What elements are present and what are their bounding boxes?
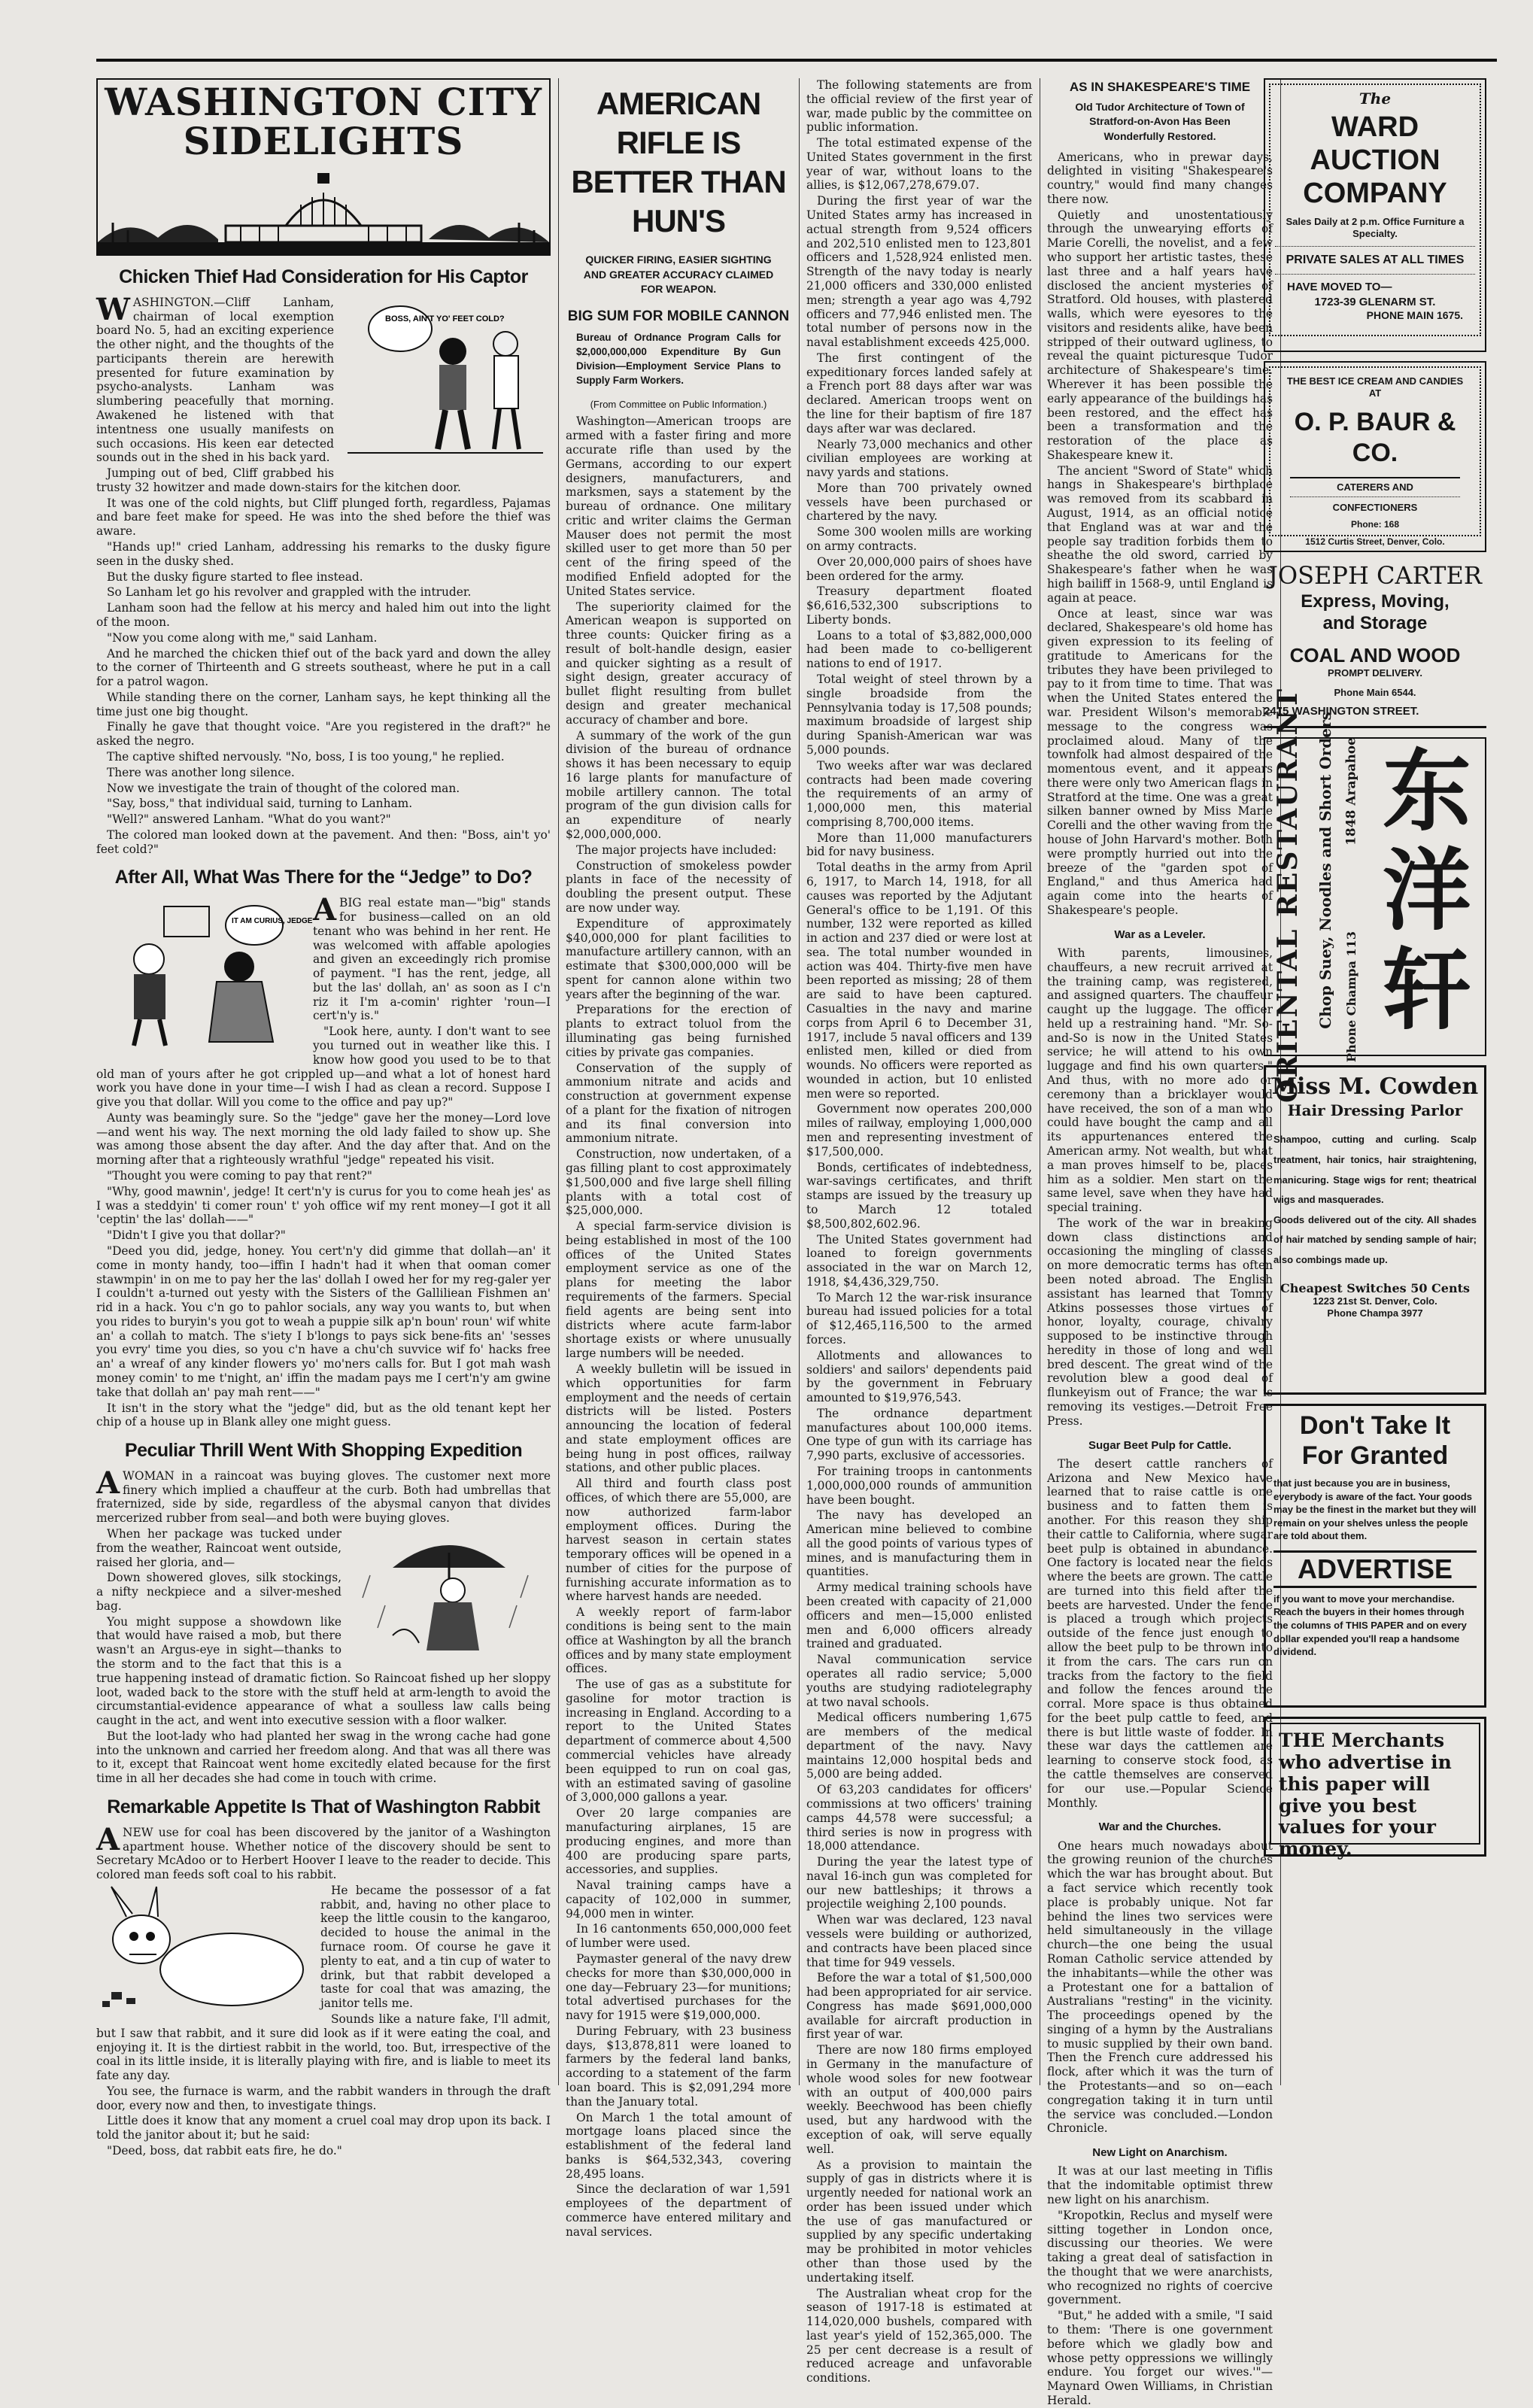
paragraph: It was one of the cold nights, but Cliff plunged forth, regardless, Pajamas and bare feet make for speed. He was into the shed before the thief was aware. — [96, 496, 551, 539]
column-3 — [806, 78, 1032, 2385]
paragraph: He became the possessor of a fat rabbit, and, having no other place to keep the little cousin to the kangaroo, decided to house the animal in the furnace room. Of course he gave it plenty to eat, and a tin cup of water to drink, but that rabbit developed a taste for coal that was amazing, the janitor tells me. — [320, 1883, 551, 2011]
paragraph: "Hands up!" cried Lanham, addressing his remarks to the dusky figure seen in the dusky shed. — [96, 540, 551, 568]
ad-line: if you want to move your merchandise. Reach the buyers in their homes through the columns of THIS PAPER and on every dollar expended you'll reap a handsome dividend. — [1273, 1593, 1467, 1658]
paragraph: For training troops in cantonments 1,000,000,000 rounds of ammunition have been bought. — [806, 1465, 1032, 1507]
paragraph: A weekly report of farm-labor conditions is being sent to the main office at Washington by all the branch offices and by many state employment offices. — [566, 1605, 791, 1676]
ad-dont-take-it-for-granted — [1264, 1404, 1486, 1708]
paragraph: During the first year of war the United States army has increased in actual strength from 9,524 officers and 202,510 enlisted men to 123,801 officers and 1,528,924 enlisted men. Strength of the navy today is nearly 21,000 officers and 330,000 enlisted men; strength a year ago was 4,792 officers and 77,946 enlisted men. The total number of persons now in the naval establishment exceeds 425,000. — [806, 194, 1032, 350]
paragraph: The following statements are from the official review of the first year of war, made public by the committee on public information. — [806, 78, 1032, 135]
paragraph: "Now you come along with me," said Lanham. — [107, 630, 378, 645]
newspaper-page — [96, 59, 1497, 2407]
paragraph: It was at our last meeting in Tiflis that the indomitable optimist threw new light on his anarchism. — [1047, 2164, 1273, 2206]
paragraph: Naval communication service operates all radio service; 5,000 youths are studying radiotelegraphy at two naval schools. — [806, 1653, 1032, 1709]
ad-name: JOSEPH CARTER — [1268, 561, 1482, 590]
paragraph: When war was declared, 123 naval vessels were building or authorized, and contracts have been placed since that time for 949 vessels. — [806, 1913, 1032, 1969]
ad-line: THE Merchants who advertise in this paper will give you best values for your money. — [1279, 1729, 1452, 1860]
paragraph: "Didn't I give you that dollar?" — [107, 1228, 286, 1243]
ad-miss-cowden — [1264, 1065, 1486, 1395]
paragraph: Construction of smokeless powder plants in face of the necessity of doubling the present output. These are now under way. — [566, 858, 791, 915]
drop-cap: A — [96, 1465, 120, 1501]
article-title: AS IN SHAKESPEARE'S TIME — [1069, 80, 1251, 94]
paragraph: "Deed you did, jedge, honey. You cert'n'y did gimme that dollah—an' it come in monty handy, too—iffin I hadn't had it when that ooman comer stawmpin' in on me to pay her the las' dollah I owed her for my reg-galer yer I couldn't a-turned out yesty with the Sisters of the Galliliean Fishmen an' rid in a hack. You c'n go to pahlor socials, any way you wants to, but when you rides to buryin's you got to weah a puppie silk ap'n boun' roun' wif white an' a collah to match. The s'iety I b'longs to pays sick bene-fits an' 'sesses you evry' time you dies, so you c'n have a chu'ch suvvice wif fo' hacks free an' a wreaf of any kinder flowers yo' mo'ners calls for. But I got mah wash money comin' to me t'night, an' iffin the madam pays me I cert'n'y am gwine take that dollah an' pay mah rent——" — [96, 1243, 551, 1399]
paragraph: Since the declaration of war 1,591 employees of the department of commerce have entered military and naval services. — [566, 2182, 791, 2239]
paragraph: A special farm-service division is being established in most of the 100 offices of the United States employment service as one of the plans for meeting the labor requirements of the farmers. Special field agents are being sent into districts where acute farm-labor shortage exists or where unusually large numbers will be needed. — [566, 1219, 791, 1361]
rabbit-illustration — [96, 1887, 314, 2018]
article-lead: ASHINGTON.—Cliff Lanham, chairman of local exemption board No. 5, had an exciting experience the other night, and the thoughts of the participants therein are herewith presented for future examination by psycho-analysts. Lanham was slumbering peacefully that morning. Awakened he listened with that intentness one usually manifests on such occasions. His keen ear detected sounds out in the shed in his back yard. — [96, 295, 334, 465]
headline — [566, 84, 791, 241]
ad-line: PRIVATE SALES AT ALL TIMES — [1286, 254, 1465, 267]
paragraph: Finally he gave that thought voice. "Are you registered in the draft?" he asked the negro. — [96, 720, 551, 749]
paragraph: You see, the furnace is warm, and the rabbit wanders in through the draft door, every now and then, to investigate things. — [96, 2084, 551, 2112]
paragraph: "Thought you were coming to pay that rent?" — [107, 1169, 372, 1183]
paragraph: Allotments and allowances to soldiers' and sailors' dependents paid by the government in February amounted to $19,976,543. — [806, 1348, 1032, 1405]
ad-heading: ADVERTISE — [1273, 1550, 1477, 1588]
paragraph: Nearly 73,000 mechanics and other civilian employees are working at navy yards and stations. — [806, 437, 1032, 480]
paragraph: Over 20 large companies are manufacturing airplanes, 15 are producing engines, and more than 400 are producing spare parts, accessories, and supplies. — [566, 1806, 791, 1877]
paragraph: "Deed, boss, dat rabbit eats fire, he do." — [107, 2143, 342, 2157]
paragraph: With parents, limousines, chauffeurs, a new recruit arrived at the training camp, was registered, and assigned quarters. The chauffeur caught up the luggage. The officer held up a restraining hand. "Mr. So-and-So is now in the United States service; he will attend to his own luggage and find his own quarters." And thus, with no more ado or ceremony than a bricklayer would have received, the son of a man who could have bought the camp and all its appurtenances entered the American army. Not wealth, but what a man proves himself to be, places him as a soldier. Men start on the same level, save when they have had special training. — [1047, 946, 1273, 1215]
ad-line: HAVE MOVED TO— — [1287, 280, 1392, 293]
ad-line: Phone Champa 113 — [1344, 931, 1359, 1063]
article-title: Remarkable Appetite Is That of Washington Rabbit — [107, 1796, 540, 1818]
article-deck: Old Tudor Architecture of Town of Stratford-on-Avon Has Been Wonderfully Restored. — [1075, 100, 1245, 142]
paragraph: More than 11,000 manufacturers bid for navy business. — [806, 831, 1032, 859]
paragraph: Down showered gloves, silk stockings, a nifty neckpiece and a silver-meshed bag. — [96, 1571, 342, 1613]
ad-line: THE BEST ICE CREAM AND CANDIES AT — [1286, 375, 1464, 399]
ad-line: Cheapest Switches 50 Cents — [1280, 1280, 1470, 1295]
paragraph: "Kropotkin, Reclus and myself were sitting together in London once, discussing our theories. We were taking a great deal of satisfaction in the thought that we were anarchists, who recognized no rights of coercive government. — [1047, 2208, 1273, 2307]
ad-line: Express, Moving, — [1301, 591, 1450, 612]
paragraph: There are now 180 firms employed in Germany in the manufacture of whole wood soles for new footwear with an output of 400,000 pairs weekly. Beechwood has been chiefly used, but any hardwood with the exception of oak, will serve equally well. — [806, 2043, 1032, 2156]
ad-line: Phone Main 6544. — [1334, 687, 1416, 699]
paragraph: Over 20,000,000 pairs of shoes have been ordered for the army. — [806, 554, 1032, 583]
column-4 — [1047, 78, 1273, 2407]
paragraph: More than 700 privately owned vessels have been purchased or chartered by the navy. — [806, 481, 1032, 524]
ad-line: CATERERS AND — [1290, 477, 1460, 497]
deck-3: Bureau of Ordnance Program Calls for $2,000,000,000 Expenditure By Gun Division—Employment Service Plans to Supply Farm Workers. — [576, 331, 781, 386]
ad-line: 1848 Arapahoe — [1343, 737, 1359, 846]
ad-line: Sales Daily at 2 p.m. Office Furniture a Specialty. — [1286, 216, 1465, 240]
paragraph: Two weeks after war was declared contracts had been made covering the requirements of an army of 1,000,000 men, this material comprising 8,700,000 items. — [806, 758, 1032, 829]
paragraph: The major projects have included: — [576, 843, 777, 857]
section-title: New Light on Anarchism. — [1092, 2146, 1228, 2160]
deck-2: BIG SUM FOR MOBILE CANNON — [567, 308, 790, 324]
article-title: Peculiar Thrill Went With Shopping Expedition — [124, 1440, 523, 1462]
ad-line: PROMPT DELIVERY. — [1328, 667, 1422, 679]
ad-line: CONFECTIONERS — [1332, 501, 1418, 513]
paragraph: Little does it know that any moment a cruel coal may drop upon its back. I told the janitor about it; but he said: — [96, 2114, 551, 2142]
paragraph: The first contingent of the expeditionary forces landed safely at a French port 88 days after war was declared. American troops went on the line for their baptism of fire 187 days after war was declared. — [806, 351, 1032, 436]
paragraph: Once at least, since war was declared, Shakespeare's old home has given expression to its feeling of gratitude to Americans for the tributes they have been privileged to pay to it from time to time. That was when the United States entered the war. President Wilson's memorable message to the congress was proclaimed aloud. Many of the townfolk had almost despaired of the momentous event, and it appears there were only two American flags in Stratford at the time. One was a great silken banner owned by Miss Marie Corelli and the other waving from the house of John Harvard's mother. Both were promptly hurried out into the breeze of the "garden spot of England," and thus America had again come into the hearts of Shakespeare's people. — [1047, 606, 1273, 917]
ad-name: O. P. BAUR & CO. — [1294, 407, 1456, 468]
section-title: War and the Churches. — [1098, 1820, 1222, 1834]
paragraph: Paymaster general of the navy drew checks for more than $30,000,000 in one day—February 23—for munitions; total advertised purchases for the navy for 1915 were $19,000,000. — [566, 1951, 791, 2023]
ad-line: Phone: 168 — [1350, 519, 1400, 530]
paragraph: To March 12 the war-risk insurance bureau had issued policies for a total of $12,465,116,500 to the armed forces. — [806, 1290, 1032, 1347]
paragraph: Of 63,203 candidates for officers' commissions at two officers' training camps 44,578 were successful; a third series is now in progress with 18,000 attendance. — [806, 1783, 1032, 1854]
paragraph: So Lanham let go his revolver and grappled with the intruder. — [107, 585, 472, 600]
paragraph: Some 300 woolen mills are working on army contracts. — [806, 525, 1032, 553]
paragraph: Jumping out of bed, Cliff grabbed his trusty 32 howitzer and made down-stairs for the kitchen door. — [96, 466, 461, 494]
paragraph: Treasury department floated $6,616,532,300 subscriptions to Liberty bonds. — [806, 585, 1032, 627]
paragraph: The work of the war in breaking down class distinctions and occasioning the mingling of classes on more democratic terms has often been noted abroad. The English assistant has learned that Tommy Atkins possesses those virtues of honor, loyalty, courage, chivalry supposed to be instinctive through heredity in those of long and well bred descent. The great wind of the revolution blew a good deal of flunkeyism out of France; the war is removing its vestiges.—Detroit Free Press. — [1047, 1216, 1273, 1428]
paragraph: Government now operates 200,000 miles of railway, employing 1,000,000 men and representing investment of $17,500,000. — [806, 1102, 1032, 1158]
paragraph: The navy has developed an American mine believed to combine all the good points of various types of mines, and is manufacturing them in quantities. — [806, 1508, 1032, 1579]
paragraph: You might suppose a showdown like that would have raised a mob, but there wasn't an Argus-eye in sight—thanks to the storm and to the fact that this is a true happening instead of dramatic fiction. So Raincoat fished up her sloppy loot, waded back to the store with the stuff held at arm-length to avoid the circumstantial-evidence appearance of what a soulless law calls being caught in the act, and went into executive session with a floor walker. — [96, 1614, 551, 1728]
paragraph: The colored man looked down at the pavement. And then: "Boss, ain't yo' feet cold?" — [96, 827, 551, 856]
banner-line-2: SIDELIGHTS — [183, 119, 464, 163]
section-title: War as a Leveler. — [1114, 928, 1206, 941]
ad-line: 1223 21st St. Denver, Colo. — [1313, 1295, 1437, 1307]
paragraph: Lanham soon had the fellow at his mercy and haled him out into the light of the moon. — [96, 601, 551, 629]
drop-cap: A — [313, 892, 337, 928]
paragraph: Naval training camps have a capacity of 102,000 in summer, 94,000 men in winter. — [566, 1878, 791, 1921]
paragraph: A weekly bulletin will be issued in which opportunities for farm employment and the needs of certain districts will be listed. Posters announcing the location of federal and state employment offices are being hung in post offices, railway stations, and other public places. — [566, 1362, 791, 1475]
ad-line: Shampoo, cutting and curling. Scalp treatment, hair tonics, hair straightening, manicuring. Stage wigs for rent; theatrical wigs and masquerades. — [1273, 1134, 1477, 1206]
paragraph: "Well?" answered Lanham. "What do you want?" — [107, 812, 391, 827]
paragraph: Quietly and unostentatiously through the unwearying efforts of Marie Corelli, the novelist, and a few who support her artistic tastes, these last three and a half years have disclosed the ancient mysteries of Stratford. Old houses, with plastered walls, which were eyesores to the visitors and residents alike, have been stripped of their outward ugliness, to reveal the quaint picturesque Tudor architecture of Shakespeare's time. Wherever it has been possible the early appearance of the buildings has been restored, and the effect has been a transformation and the restoration of the place as Shakespeare knew it. — [1047, 208, 1273, 462]
column-rule — [558, 78, 559, 2085]
paragraph: Now we investigate the train of thought of the colored man. — [107, 781, 460, 795]
paragraph: Americans, who in prewar days, delighted in visiting "Shakespeare's country," would find many changes there now. — [1047, 150, 1273, 206]
ad-line: and Storage — [1322, 613, 1428, 634]
paragraph: On March 1 the total amount of mortgage loans placed since the establishment of the federal land banks is $64,532,343, covering 28,495 loans. — [566, 2110, 791, 2181]
ad-name: ORIENTAL RESTAURANT — [1272, 688, 1304, 1104]
paragraph: The United States government had loaned to foreign governments associated in the war on March 12, 1918, $4,436,329,750. — [806, 1232, 1032, 1289]
paragraph: But the dusky figure started to flee instead. — [107, 569, 363, 584]
paragraph: There was another long silence. — [107, 765, 295, 779]
paragraph: In 16 cantonments 650,000,000 feet of lumber were used. — [566, 1922, 791, 1951]
banner-line-1: WASHINGTON CITY — [105, 80, 542, 124]
paragraph: Expenditure of approximately $40,000,000 for plant facilities to manufacture artillery cannon, with an estimate that $300,000,000 will be spent for cannon alone within two years after the beginning of the war. — [566, 916, 791, 1001]
ad-line: Phone Champa 3977 — [1327, 1307, 1423, 1319]
paragraph: Construction, now undertaken, of a gas filling plant to cost approximately $1,500,000 and five large shell filling plants with a total cost of $25,000,000. — [566, 1147, 791, 1218]
ad-merchants — [1264, 1717, 1486, 1860]
paragraph: Total weight of steel thrown by a single broadside from the Pennsylvania today is 17,508 pounds; maximum broadside of largest ship during Spanish-American war was 5,000 pounds. — [806, 673, 1032, 757]
section-title: Sugar Beet Pulp for Cattle. — [1088, 1438, 1232, 1452]
cartoon-balloon-text: IT AM CURIUS, JEDGE — [232, 917, 313, 926]
drop-cap: A — [96, 1821, 120, 1857]
article-lead: WOMAN in a raincoat was buying gloves. The customer next more finery which implied a chauffeur at the curb. Both had umbrellas that fraternized, side by side, regardless of the abysmal canyon that divides mercerized rubber from seal—and both were buying gloves. — [96, 1468, 551, 1526]
paragraph: Medical officers numbering 1,675 are members of the medical department of the navy. Navy maintains 12,000 hospital beds and 5,000 are being added. — [806, 1711, 1032, 1781]
byline: (From Committee on Public Information.) — [590, 398, 767, 410]
paragraph: "Look here, aunty. I don't want to see you turned out in weather like this. I know how good you used to be to that old man of yours after he got crippled up—and what a lot of honest hard work you have done in your time—I wish I had as clean a record. Suppose I give you that dollar. Will you come to the office and pay up?" — [96, 1025, 551, 1110]
ad-line: 2415 WASHINGTON STREET. — [1264, 705, 1419, 718]
paragraph: The total estimated expense of the United States government in the first year of war, without loans to the allies, is $12,067,278,679.07. — [806, 136, 1032, 193]
column-rule — [799, 78, 800, 2085]
chinese-char: 东 — [1382, 739, 1471, 844]
ad-line: 1723-39 GLENARM ST. — [1314, 295, 1436, 308]
ad-line: that just because you are in business, everybody is aware of the fact. Your goods may be the finest in the market but they will remain on your shelves unless the people are told about them. — [1273, 1477, 1477, 1542]
drop-cap: W — [96, 291, 130, 327]
paragraph: The Australian wheat crop for the season of 1917-18 is estimated at 114,020,000 bushels, compared with last year's yield of 152,365,000. The 25 per cent decrease is a result of reduced acreage and unfavorable conditions. — [806, 2286, 1032, 2385]
ad-line: Goods delivered out of the city. All shades of hair matched by sending sample of hair; also combings made up. — [1273, 1213, 1477, 1266]
paragraph: Loans to a total of $3,882,000,000 had been made to co-belligerent nations to end of 1917. — [806, 628, 1032, 671]
paragraph: It isn't in the story what the "jedge" did, but as the old tenant kept her chip of a house up in Blank alley one might guess. — [96, 1401, 551, 1429]
paragraph: "Why, good mawnin', jedge! It cert'n'y is curus for you to come heah jes' as I was a steddyin' ti comer roun' t' yoh office wif my rent money—I got it all 'ceptin' the las' dollah——" — [96, 1184, 551, 1227]
article-lead: NEW use for coal has been discovered by the janitor of a Washington apartment house. Whether notice of the discovery should be sent to Secretary McAdoo or to Herbert Hoover I leave to the reader to decide. This colored man feeds soft coal to his rabbit. — [96, 1825, 551, 1882]
washington-sidelights-banner — [96, 78, 551, 256]
cartoon-balloon-text: BOSS, AIN'T YO' FEET COLD? — [385, 314, 505, 323]
paragraph: The captive shifted nervously. "No, boss, I is too young," he replied. — [107, 749, 505, 764]
ad-line: 1512 Curtis Street, Denver, Colo. — [1305, 536, 1445, 547]
jedge-aunty-illustration — [96, 899, 313, 1053]
paragraph: Preparations for the erection of plants to extract toluol from the illuminating gas being furnished cities by private gas companies. — [566, 1003, 791, 1059]
paragraph: During February, with 23 business days, $13,878,811 were loaned to farmers by the federal land banks, according to a statement of the farm loan board. This is $2,091,294 more than the January total. — [566, 2024, 791, 2109]
paragraph: The use of gas as a substitute for gasoline for motor traction is increasing in England. According to a report to the United States department of commerce about 4,500 commercial vehicles have already been equipped to run on coal gas, with an estimated saving of gasoline of 3,000,000 gallons a year. — [566, 1678, 791, 1805]
paragraph: "Say, boss," that individual said, turning to Lanham. — [107, 797, 413, 811]
paragraph: Before the war a total of $1,500,000 had been appropriated for air service. Congress has made $691,000,000 available for aircraft production in first year of war. — [806, 1971, 1032, 2042]
paragraph: Washington—American troops are armed with a faster firing and more accurate rifle than used by the Germans, according to our expert designers, manufacturers, and marksmen, says a statement by the bureau of ordnance. One military critic and writer claims the German Mauser does not permit the most skilled user to get more than 50 per cent of the firing speed of the modified Enfield adopted for the United States service. — [566, 414, 791, 598]
umbrella-shopper-illustration — [348, 1530, 551, 1662]
capitol-dome-illustration — [98, 170, 549, 254]
headline-line-1: AMERICAN RIFLE IS — [596, 86, 761, 160]
ad-name: WARD AUCTION COMPANY — [1303, 111, 1447, 210]
paragraph: The ordnance department manufactures about 100,000 items. One type of gun with its carriage has 7,990 parts, exclusive of accessories. — [806, 1406, 1032, 1463]
paragraph: When her package was tucked under from the weather, Raincoat went outside, raised her gloria, and— — [96, 1526, 342, 1569]
paragraph: And he marched the chicken thief out of the back yard and down the alley to the corner of Thirteenth and G streets southeast, where he put in a call for a patrol wagon. — [96, 646, 551, 689]
chinese-char: 洋 — [1382, 839, 1471, 943]
paragraph: The desert cattle ranchers of Arizona and New Mexico have learned that to raise cattle is one business and to fatten them is another. For this reason they ship their cattle to California, where sugar beet pulp is obtained in abundance. One factory is located near the fields where the beets are grown. The cattle are turned into this field after the beets are harvested. Under the fence is placed a trough which projects outside of the fence just enough to allow the beet pulp to be thrown into it from the cars. The cars run on tracks from the factory to the field and follow the fences around the corral. More space is thus obtained for the beet pulp cattle to feed, and there is but little waste of fodder. In these war days the cattlemen are learning to conserve stock food, as the cattle themselves are conserved for our use.—Popular Science Monthly. — [1047, 1456, 1273, 1810]
ad-line: Chop Suey, Noodles and Short Orders — [1316, 712, 1334, 1029]
ad-line: PHONE MAIN 1675. — [1366, 309, 1463, 322]
deck-1: QUICKER FIRING, EASIER SIGHTING AND GREATER ACCURACY CLAIMED FOR WEAPON. — [583, 254, 774, 296]
article-title: Chicken Thief Had Consideration for His Captor — [119, 266, 528, 287]
column-1 — [96, 78, 551, 2157]
headline-line-2: BETTER THAN HUN'S — [571, 164, 786, 238]
ad-heading: For Granted — [1301, 1441, 1449, 1471]
paragraph: While standing there on the corner, Lanham says, he kept thinking all the time just one big thought. — [96, 690, 551, 718]
paragraph: Army medical training schools have been created with capacity of 21,000 officers and men—15,000 enlisted men and 6,000 officers already trained and graduated. — [806, 1581, 1032, 1651]
chicken-thief-illustration — [340, 299, 551, 468]
ad-line: COAL AND WOOD — [1289, 643, 1461, 667]
ad-the: The — [1358, 90, 1392, 108]
paragraph: As a provision to maintain the supply of gas in districts where it is urgently needed for national work an order has been issued under which the use of gas manufactured or supplied by any specific undertaking may be prohibited in motor vehicles other than those used by the undertaking itself. — [806, 2157, 1032, 2285]
chinese-char: 轩 — [1382, 938, 1471, 1043]
paragraph: One hears much nowadays about the growing reunion of the churches which the war has brought about. But a fact service which recently took place is probably unique. Not far behind the lines two services were held simultaneously in the village church—the one being the usual Roman Catholic service attended by the inhabitants—while the other was a Protestant one for a battalion of Australians "resting" in the vicinity. The proceedings opened by the singing of a hymn by the Australians to music supplied by their own band. Then the French cure addressed his flock, after which it was the turn of the Protestants—and so on—each congregation taking it in turn until the service was concluded.—London Chronicle. — [1047, 1839, 1273, 2136]
ad-op-baur — [1264, 361, 1486, 552]
ad-line: Hair Dressing Parlor — [1287, 1101, 1463, 1119]
article-lead: BIG real estate man—"big" stands for business—called on an old tenant who was behind in her rent. He was welcomed with affable apologies and given an exceedingly rich promise of payment. "I has the rent, jedge, all but the las' dollah, an' as soon as I c'n riz it I'm a-comin' righter 'roun—I cert'n'y is." — [313, 896, 551, 1023]
chinese-characters — [1371, 739, 1483, 1043]
paragraph: The superiority claimed for the American weapon is supported on three counts: Quicker firing as a result of bolt-handle design, easier and quicker sighting as a result of sight design, greater accuracy of bullet flight resulting from bullet design and greater mechanical accuracy of chamber and bore. — [566, 600, 791, 727]
paragraph: Total deaths in the army from April 6, 1917, to March 14, 1918, for all causes was reported by the Adjutant General's office to be 1,191. Of this number, 132 were reported as killed in action and 237 died or were lost at sea. The total number wounded in action was 404. Thirty-five men have been reported as missing; 28 of them are said to have been captured. Casualties in the navy and marine corps from April 6 to December 31, 1917, include 5 naval officers and 139 enlisted men, killed or died from wounds. No officers were reported as wounded in action, but 10 enlisted men were so reported. — [806, 861, 1032, 1101]
ad-ward-auction — [1264, 78, 1486, 352]
paragraph: Sounds like a nature fake, I'll admit, but I saw that rabbit, and it sure did look as if it were eating the coal, and enjoying it. It is the dirtiest rabbit in the world, too. But, irrespective of the coal in its little inside, it is literally playing with fire, and is liable to meet its fate any day. — [96, 2012, 551, 2083]
column-2 — [566, 78, 791, 2239]
paragraph: Conservation of the supply of ammonium nitrate and acids and construction at government expense of a plant for the fixation of nitrogen and its final conversion into ammonium nitrate. — [566, 1061, 791, 1146]
ad-heading: Don't Take It — [1299, 1411, 1451, 1441]
paragraph: During the year the latest type of naval 16-inch gun was completed for our new battleships; it throws a projectile weighing 2,100 pounds. — [806, 1855, 1032, 1912]
paragraph: A summary of the work of the gun division of the bureau of ordnance shows it has been necessary to equip 16 large plants for manufacture of mobile artillery cannon. The total program of the gun division calls for an expenditure of nearly $2,000,000,000. — [566, 728, 791, 842]
paragraph: Bonds, certificates of indebtedness, war-savings certificates, and thrift stamps are issued by the treasury up to March 12 totaled $8,500,802,602.96. — [806, 1160, 1032, 1231]
paragraph: "But," he added with a smile, "I said to them: 'There is one government before which we gladly bow and whose petty oppressions we willingly endure. You forget our wives.'"—Maynard Owen Williams, in Christian Herald. — [1047, 2309, 1273, 2407]
article-title: After All, What Was There for the “Jedge” to Do? — [114, 867, 533, 888]
paragraph: Aunty was beamingly sure. So the "jedge" gave her the money—Lord love—and went his way. The next morning the old lady failed to show up. She was among those absent the day after. And the day after that. And on the morning after that a righteously wrathful "jedge" repeated his visit. — [96, 1110, 551, 1168]
paragraph: But the loot-lady who had planted her swag in the wrong cache had gone into the unknown and carried her freedom along. And that was all there was to it, except that Raincoat went home excitedly elated because for the first time in all her decades she had come in touch with crime. — [96, 1729, 551, 1786]
ad-name: Miss M. Cowden — [1271, 1073, 1479, 1101]
paragraph: The ancient "Sword of State" which hangs in Shakespeare's birthplace was removed from its scabbard in August, 1914, as an official notice that England was at war and the people say tradition forbids them to sheathe the old sword, carried by Shakespeare's father when he was high bailiff in 1568-9, until England is again at peace. — [1047, 463, 1273, 605]
paragraph: All third and fourth class post offices, of which there are 55,000, are now authorized farm-labor employment offices. During the harvest season in certain states temporary offices will be opened in a number of cities for the purpose of furnishing accurate information as to where harvest hands are needed. — [566, 1477, 791, 1604]
ads-column — [1264, 78, 1486, 2085]
